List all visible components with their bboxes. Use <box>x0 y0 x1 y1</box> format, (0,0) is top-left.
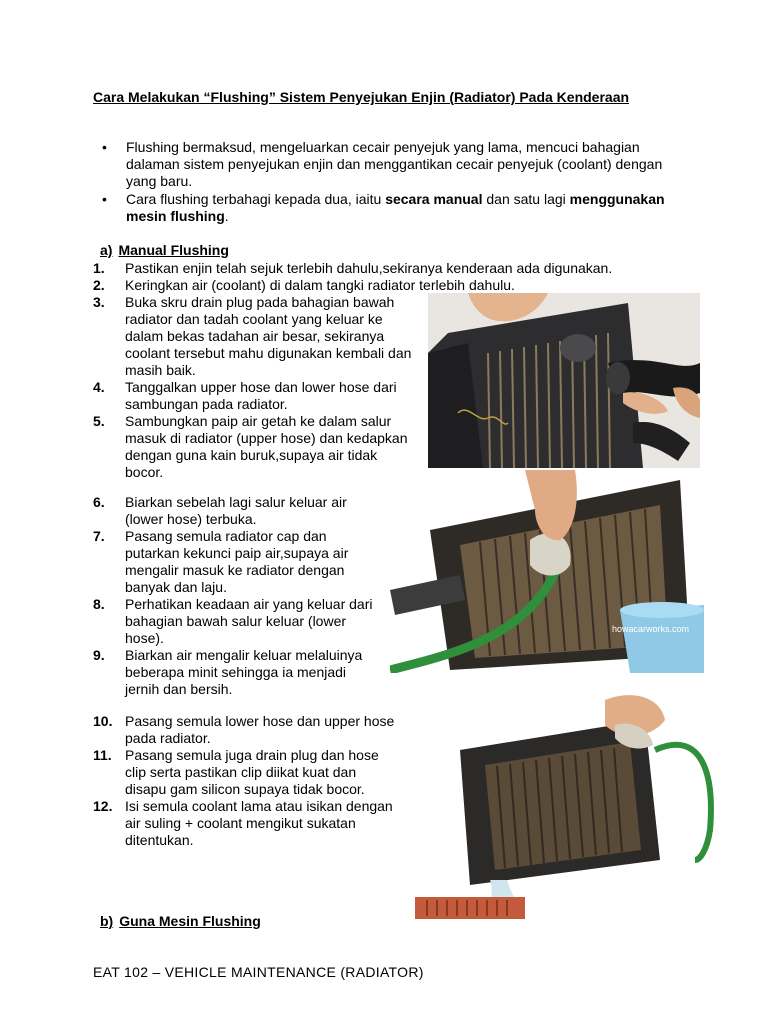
page-footer: EAT 102 – VEHICLE MAINTENANCE (RADIATOR) <box>93 964 424 980</box>
section-a-title: Manual Flushing <box>118 242 229 258</box>
step-item <box>93 294 413 379</box>
step-number: 5. <box>93 413 105 429</box>
bullet-bold-text: secara manual <box>385 191 483 207</box>
step-text: Buka skru drain plug pada bahagian bawah radiator dan tadah coolant yang keluar ke dalam bekas tadahan air besar, sekiranya coolant tersebut mahu digunakan kembali dan masih baik. <box>125 294 412 378</box>
step-item <box>93 596 383 647</box>
document-title: Cara Melakukan “Flushing” Sistem Penyejukan Enjin (Radiator) Pada Kenderaan <box>93 89 630 105</box>
bullet-item <box>100 139 665 190</box>
step-item <box>93 528 383 596</box>
step-text: Isi semula coolant lama atau isikan dengan air suling + coolant mengikut sukatan ditentukan. <box>125 798 393 848</box>
step-number: 7. <box>93 528 105 544</box>
radiator-drain-illustration <box>415 690 715 922</box>
step-text: Pastikan enjin telah sejuk terlebih dahulu,sekiranya kenderaan ada digunakan. <box>125 260 613 276</box>
step-item <box>93 260 673 277</box>
step-text: Biarkan air mengalir keluar melaluinya beberapa minit sehingga ia menjadi jernih dan bersih. <box>125 647 363 697</box>
steps-list-full <box>93 260 673 294</box>
step-item <box>93 798 398 849</box>
radiator-flushing-illustration <box>390 470 704 673</box>
steps-list-group-1 <box>93 294 413 481</box>
section-b-heading <box>100 913 261 930</box>
step-number: 3. <box>93 294 105 310</box>
step-number: 2. <box>93 277 105 293</box>
intro-bullet-list <box>100 139 665 225</box>
bullet-item <box>100 191 665 225</box>
section-b-title: Guna Mesin Flushing <box>119 913 261 929</box>
step-number: 12. <box>93 798 113 814</box>
radiator-drain-image <box>415 690 715 922</box>
watermark-text: howacarworks.com <box>612 624 690 634</box>
step-number: 9. <box>93 647 105 663</box>
section-a-label: a) <box>100 242 113 258</box>
step-text: Pasang semula juga drain plug dan hose clip serta pastikan clip diikat kuat dan disapu gam silicon supaya tidak bocor. <box>125 747 379 797</box>
step-text: Pasang semula radiator cap dan putarkan kekunci paip air,supaya air mengalir masuk ke radiator dengan banyak dan laju. <box>125 528 349 595</box>
step-text: Sambungkan paip air getah ke dalam salur masuk di radiator (upper hose) dan kedapkan dengan guna kain buruk,supaya air tidak bocor. <box>125 413 408 480</box>
steps-list-group-3 <box>93 713 398 849</box>
step-item <box>93 277 673 294</box>
step-text: Tanggalkan upper hose dan lower hose dari sambungan pada radiator. <box>125 379 397 412</box>
step-number: 1. <box>93 260 105 276</box>
step-text: Pasang semula lower hose dan upper hose pada radiator. <box>125 713 395 746</box>
step-number: 4. <box>93 379 105 395</box>
bullet-text: . <box>224 208 229 224</box>
step-number: 11. <box>93 747 112 763</box>
bullet-bold-text: menggunakan mesin flushing <box>126 191 665 224</box>
bullet-text: Cara flushing terbahagi kepada dua, iaitu <box>126 191 386 207</box>
step-text: Biarkan sebelah lagi salur keluar air (lower hose) terbuka. <box>125 494 347 527</box>
step-item <box>93 379 413 413</box>
step-item <box>93 647 383 698</box>
step-item <box>93 494 383 528</box>
step-item <box>93 713 398 747</box>
radiator-flushing-image <box>390 470 704 673</box>
radiator-hoses-image <box>428 293 700 468</box>
step-text: Perhatikan keadaan air yang keluar dari bahagian bawah salur keluar (lower hose). <box>125 596 373 646</box>
section-b-label: b) <box>100 913 114 929</box>
step-item <box>93 413 413 481</box>
step-item <box>93 747 398 798</box>
step-number: 10. <box>93 713 113 729</box>
steps-list-group-2 <box>93 494 383 698</box>
bullet-text: Flushing bermaksud, mengeluarkan cecair penyejuk yang lama, mencuci bahagian dalaman sistem penyejukan enjin dan menggantikan cecair penyejuk (coolant) dengan yang baru. <box>126 139 663 189</box>
section-a-heading <box>100 242 229 259</box>
radiator-hoses-illustration <box>428 293 700 468</box>
step-text: Keringkan air (coolant) di dalam tangki radiator terlebih dahulu. <box>125 277 515 293</box>
step-number: 6. <box>93 494 105 510</box>
step-number: 8. <box>93 596 105 612</box>
bullet-text: dan satu lagi <box>482 191 570 207</box>
